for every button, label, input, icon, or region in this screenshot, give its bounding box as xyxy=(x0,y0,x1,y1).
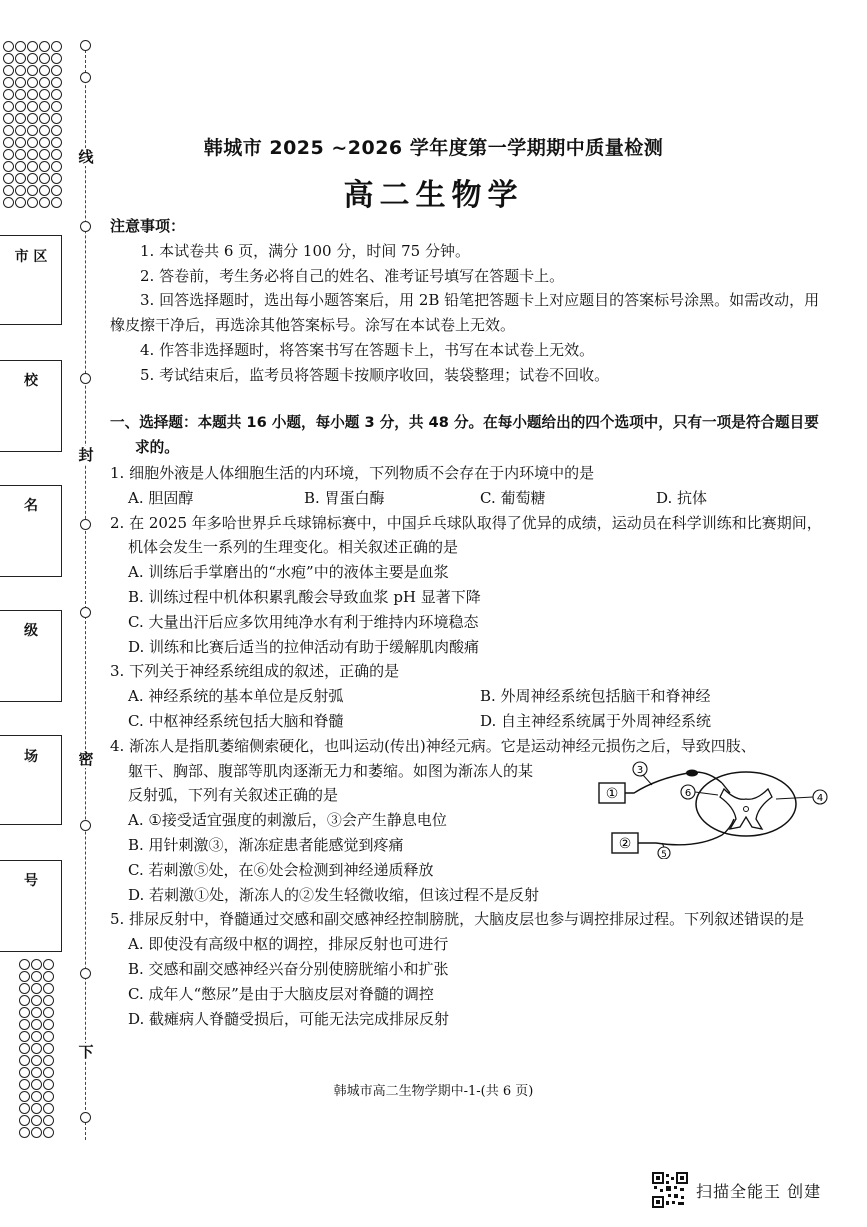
notice-item: 3. 回答选择题时，选出每小题答案后，用 2B 铅笔把答题卡上对应题目的答案标号涂黑。如需改动，用橡皮擦干净后，再选涂其他答案标号。涂写在本试卷上无效。 xyxy=(110,291,820,335)
binding-hole xyxy=(19,1067,30,1078)
binding-hole xyxy=(3,41,14,52)
reflex-arc-diagram xyxy=(596,759,836,859)
question-1-options xyxy=(110,486,832,511)
binding-hole xyxy=(31,1127,42,1138)
binding-hole xyxy=(51,65,62,76)
binding-hole xyxy=(15,77,26,88)
binding-circle xyxy=(80,40,91,51)
notice-item: 1. 本试卷共 6 页，满分 100 分，时间 75 分钟。 xyxy=(140,241,470,260)
binding-char-feng: 封 xyxy=(78,446,94,464)
binding-hole xyxy=(15,65,26,76)
binding-circle xyxy=(80,1112,91,1123)
option[interactable]: B. 外周神经系统包括脑干和脊神经 xyxy=(480,687,711,706)
binding-hole xyxy=(19,1043,30,1054)
option[interactable]: D. 抗体 xyxy=(656,488,708,507)
binding-hole xyxy=(19,1103,30,1114)
binding-hole xyxy=(39,53,50,64)
binding-hole xyxy=(15,41,26,52)
option[interactable]: A. ①接受适宜强度的刺激后，③会产生静息电位 xyxy=(128,811,447,830)
binding-hole xyxy=(51,53,62,64)
binding-hole xyxy=(43,983,54,994)
binding-hole xyxy=(43,959,54,970)
notice-item: 2. 答卷前，考生务必将自己的姓名、准考证号填写在答题卡上。 xyxy=(140,266,565,285)
question-3-options-row2 xyxy=(110,709,832,734)
option[interactable]: A. 胆固醇 xyxy=(128,488,194,507)
leader-line xyxy=(643,775,652,785)
notice-item: 5. 考试结束后，监考员将答题卡按顺序收回，装袋整理；试卷不回收。 xyxy=(140,365,610,384)
question-4-stem-line3: 反射弧，下列有关叙述正确的是 xyxy=(128,786,339,805)
binding-hole xyxy=(43,1043,54,1054)
binding-hole xyxy=(51,101,62,112)
spinal-cord-outline xyxy=(696,772,796,836)
option[interactable]: D. 截瘫病人脊髓受损后，可能无法完成排尿反射 xyxy=(128,1009,450,1028)
binding-hole xyxy=(51,41,62,52)
label-2: ② xyxy=(618,836,632,852)
binding-hole xyxy=(43,1007,54,1018)
binding-hole xyxy=(39,113,50,124)
binding-hole xyxy=(3,89,14,100)
binding-hole xyxy=(31,1055,42,1066)
binding-hole xyxy=(19,983,30,994)
notice-heading: 注意事项： xyxy=(110,217,186,235)
binding-hole xyxy=(31,983,42,994)
label-3: 3 xyxy=(636,765,644,776)
notice-item: 4. 作答非选择题时，将答案书写在答题卡上，书写在本试卷上无效。 xyxy=(140,340,595,359)
label-room: 场 xyxy=(24,749,38,765)
binding-hole xyxy=(39,65,50,76)
binding-hole xyxy=(3,101,14,112)
binding-hole xyxy=(3,113,14,124)
binding-circle xyxy=(80,373,91,384)
binding-hole xyxy=(31,1043,42,1054)
page-footer: 韩城市高二生物学期中-1-(共 6 页) xyxy=(333,1084,534,1099)
binding-hole xyxy=(27,89,38,100)
binding-hole xyxy=(43,971,54,982)
exam-title: 韩城市 2025 ~2026 学年度第一学期期中质量检测 xyxy=(203,137,664,159)
option[interactable]: D. 若刺激①处，渐冻人的②发生轻微收缩，但该过程不是反射 xyxy=(128,885,540,904)
binding-hole xyxy=(27,41,38,52)
binding-hole xyxy=(43,1127,54,1138)
binding-hole xyxy=(27,53,38,64)
binding-hole xyxy=(51,113,62,124)
label-1: ① xyxy=(605,786,619,802)
label-name: 名 xyxy=(24,498,38,514)
question-1-stem: 1. 细胞外液是人体细胞生活的内环境，下列物质不会存在于内环境中的是 xyxy=(110,464,595,482)
binding-hole xyxy=(19,1031,30,1042)
scanner-watermark xyxy=(652,1172,821,1208)
notice-section xyxy=(110,214,832,388)
binding-circle xyxy=(80,820,91,831)
option[interactable]: D. 训练和比赛后适当的拉伸活动有助于缓解肌肉酸痛 xyxy=(128,637,480,656)
gray-matter xyxy=(720,789,772,829)
central-canal xyxy=(744,807,749,812)
label-number: 号 xyxy=(24,873,38,889)
label-school: 校 xyxy=(24,373,38,389)
binding-hole xyxy=(19,1127,30,1138)
binding-hole xyxy=(27,65,38,76)
subject-title: 高二生物学 xyxy=(343,178,524,213)
binding-hole xyxy=(31,971,42,982)
binding-circle xyxy=(80,607,91,618)
binding-circle xyxy=(80,221,91,232)
binding-hole xyxy=(19,995,30,1006)
binding-hole xyxy=(31,1067,42,1078)
option[interactable]: B. 用针刺激③，渐冻症患者能感觉到疼痛 xyxy=(128,835,404,854)
label-6: 6 xyxy=(684,788,692,799)
option[interactable]: D. 自主神经系统属于外周神经系统 xyxy=(480,711,712,730)
option[interactable]: C. 大量出汗后应多饮用纯净水有利于维持内环境稳态 xyxy=(128,612,479,631)
binding-char-mi: 密 xyxy=(78,750,94,768)
option[interactable]: B. 交感和副交感神经兴奋分别使膀胱缩小和扩张 xyxy=(128,959,449,978)
binding-hole xyxy=(43,1115,54,1126)
question-2-stem: 2. 在 2025 年多哈世界乒乓球锦标赛中，中国乒乓球队取得了优异的成绩，运动员在科学训练和比赛期间，机体会发生一系列的生理变化。相关叙述正确的是 xyxy=(110,513,822,557)
binding-hole xyxy=(43,1055,54,1066)
label-4: 4 xyxy=(816,793,824,804)
binding-hole xyxy=(3,77,14,88)
binding-hole xyxy=(3,53,14,64)
question-3-stem: 3. 下列关于神经系统组成的叙述，正确的是 xyxy=(110,662,400,681)
label-5: 5 xyxy=(661,850,667,859)
binding-hole xyxy=(15,113,26,124)
binding-hole xyxy=(19,1007,30,1018)
binding-hole xyxy=(43,1067,54,1078)
binding-circle xyxy=(80,519,91,530)
label-district: 市 区 xyxy=(14,249,48,265)
question-4-stem-line2: 躯干、胸部、腹部等肌肉逐渐无力和萎缩。如图为渐冻人的某 xyxy=(128,761,534,780)
question-4-stem-line1: 4. 渐冻人是指肌萎缩侧索硬化，也叫运动(传出)神经元病。它是运动神经元损伤之后，导致四肢、 xyxy=(110,736,756,755)
binding-hole xyxy=(15,101,26,112)
option[interactable]: C. 成年人“憋尿”是由于大脑皮层对脊髓的调控 xyxy=(128,984,434,1003)
binding-hole xyxy=(31,995,42,1006)
ganglion xyxy=(686,770,698,777)
scanner-text: 扫描全能王 创建 xyxy=(696,1181,822,1201)
binding-hole xyxy=(39,77,50,88)
binding-hole xyxy=(15,53,26,64)
binding-hole xyxy=(43,995,54,1006)
binding-hole xyxy=(31,1007,42,1018)
binding-hole xyxy=(39,41,50,52)
section-heading: 一、选择题：本题共 16 小题，每小题 3 分，共 48 分。在每小题给出的四个选项中，只有一项是符合题目要求的。 xyxy=(110,414,819,456)
binding-hole xyxy=(39,89,50,100)
binding-hole xyxy=(43,1031,54,1042)
question-5-stem: 5. 排尿反射中，脊髓通过交感和副交感神经控制膀胱，大脑皮层也参与调控排尿过程。下列叙述错误的是 xyxy=(110,910,805,929)
binding-circle xyxy=(80,968,91,979)
binding-hole xyxy=(15,89,26,100)
qr-code-icon xyxy=(652,1172,688,1208)
binding-hole xyxy=(31,1019,42,1030)
binding-hole xyxy=(39,101,50,112)
binding-hole xyxy=(27,77,38,88)
binding-hole xyxy=(27,113,38,124)
binding-hole xyxy=(43,1019,54,1030)
binding-hole xyxy=(51,89,62,100)
binding-hole xyxy=(51,77,62,88)
binding-hole xyxy=(3,65,14,76)
binding-hole xyxy=(19,959,30,970)
option[interactable]: C. 若刺激⑤处，在⑥处会检测到神经递质释放 xyxy=(128,860,434,879)
option[interactable]: C. 葡萄糖 xyxy=(480,488,546,507)
label-class: 级 xyxy=(24,623,38,639)
option[interactable]: B. 训练过程中机体积累乳酸会导致血浆 pH 显著下降 xyxy=(128,587,481,606)
binding-hole xyxy=(43,1103,54,1114)
binding-hole xyxy=(19,1055,30,1066)
option[interactable]: B. 胃蛋白酶 xyxy=(304,488,385,507)
questions-block xyxy=(110,461,832,1031)
binding-circle xyxy=(80,72,91,83)
question-3-options-row1 xyxy=(110,684,832,709)
binding-holes-bottom xyxy=(2,958,64,1148)
binding-char-xian: 线 xyxy=(78,148,94,166)
binding-hole xyxy=(31,1103,42,1114)
option[interactable]: A. 即使没有高级中枢的调控，排尿反射也可进行 xyxy=(128,935,449,954)
binding-hole xyxy=(31,959,42,970)
binding-hole xyxy=(19,1115,30,1126)
binding-char-xia: 下 xyxy=(78,1043,94,1061)
option[interactable]: C. 中枢神经系统包括大脑和脊髓 xyxy=(128,711,344,730)
binding-hole xyxy=(19,1019,30,1030)
binding-hole xyxy=(27,101,38,112)
option[interactable]: A. 神经系统的基本单位是反射弧 xyxy=(128,687,344,706)
binding-hole xyxy=(31,1031,42,1042)
binding-hole xyxy=(31,1115,42,1126)
option[interactable]: A. 训练后手掌磨出的“水疱”中的液体主要是血浆 xyxy=(128,563,449,582)
binding-hole xyxy=(19,971,30,982)
